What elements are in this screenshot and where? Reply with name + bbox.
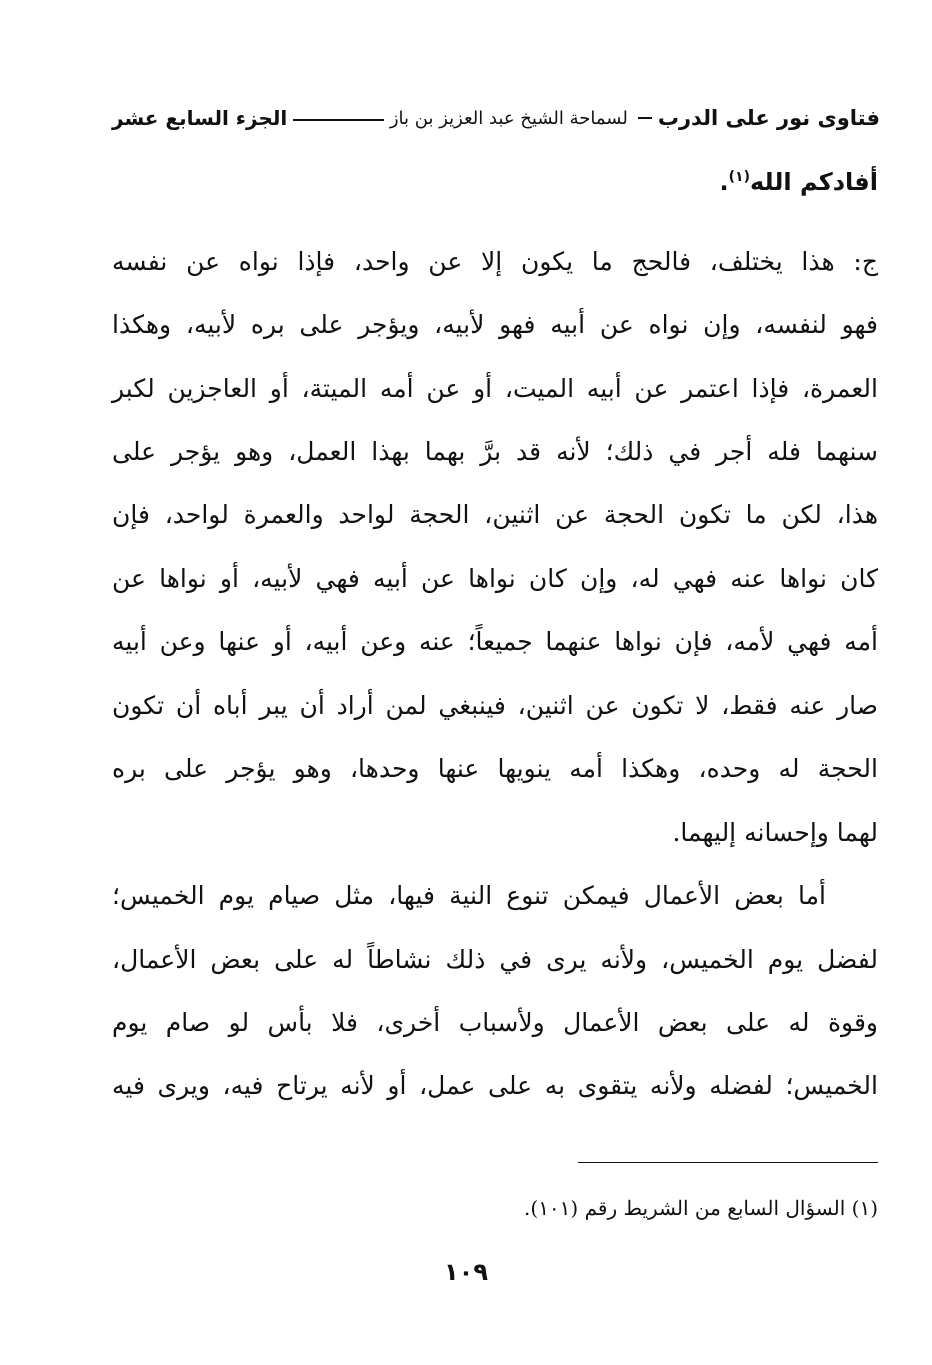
paragraph-line: أما بعض الأعمال فيمكن تنوع النية فيها، مثل صيام يوم الخميس؛ (112, 881, 826, 910)
paragraph-line: لهما وإحسانه إليهما. (672, 818, 878, 847)
running-header (112, 98, 880, 138)
paragraph-line: كان نواها عنه فهي له، وإن كان نواها عن أبيه فهي لأبيه، أو نواها عن (112, 564, 878, 593)
paragraph-line: هذا، لكن ما تكون الحجة عن اثنين، الحجة لواحد والعمرة لواحد، فإن (112, 500, 878, 529)
page-number: ١٠٩ (444, 1258, 488, 1286)
paragraph-line: الحجة له وحده، وهكذا أمه ينويها عنها وحدها، وهو يؤجر على بره (112, 754, 878, 783)
paragraph-line: أمه فهي لأمه، فإن نواها عنهما جميعاً؛ عنه وعن أبيه، أو عنها وعن أبيه (112, 627, 878, 656)
header-rule (293, 119, 384, 121)
paragraph-line: ج: هذا يختلف، فالحج ما يكون إلا عن واحد، فإذا نواه عن نفسه (112, 247, 878, 276)
paragraph-line: فهو لنفسه، وإن نواه عن أبيه فهو لأبيه، ويؤجر على بره لأبيه، وهكذا (112, 310, 878, 339)
closing-end: . (719, 168, 729, 196)
paragraph-line: وقوة له على بعض الأعمال ولأسباب أخرى، فلا بأس لو صام يوم (112, 1008, 878, 1037)
paragraph-line: صار عنه فقط، لا تكون عن اثنين، فينبغي لمن أراد أن يبر أباه أن تكون (112, 691, 878, 720)
paragraph-line: لفضل يوم الخميس، ولأنه يرى في ذلك نشاطاً له على بعض الأعمال، (112, 945, 878, 974)
book-title: فتاوى نور على الدرب (657, 106, 880, 130)
footnote-ref: (١) (728, 169, 750, 185)
author-name: لسماحة الشيخ عبد العزيز بن باز (389, 107, 628, 129)
paragraph-line: الخميس؛ لفضله ولأنه يتقوى به على عمل، أو لأنه يرتاح فيه، ويرى فيه (112, 1071, 878, 1100)
header-dash (638, 117, 652, 119)
footnote-separator (578, 1162, 878, 1163)
paragraph-line: سنهما فله أجر في ذلك؛ لأنه قد برَّ بهما بهذا العمل، وهو يؤجر على (112, 437, 878, 466)
footnote: (١) السؤال السابع من الشريط رقم (١٠١). (524, 1196, 878, 1220)
volume-part: الجزء السابع عشر (112, 106, 288, 130)
closing-line (112, 162, 878, 202)
paragraph-line: العمرة، فإذا اعتمر عن أبيه الميت، أو عن أمه الميتة، أو العاجزين لكبر (112, 374, 878, 403)
closing-text: أفادكم الله (750, 168, 878, 196)
